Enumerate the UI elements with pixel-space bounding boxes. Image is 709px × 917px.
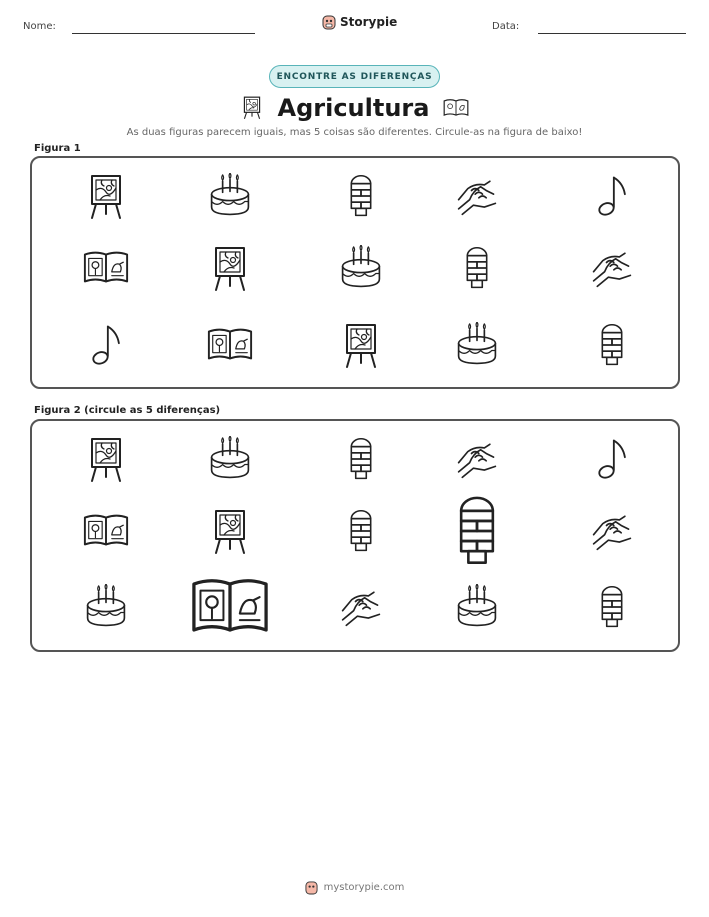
brand-name: Storypie <box>340 15 398 29</box>
hopscotch-icon <box>339 437 383 481</box>
date-field[interactable] <box>538 33 686 34</box>
cake-icon <box>207 173 253 219</box>
music-note-icon <box>83 322 129 368</box>
storypie-mascot-icon <box>322 14 336 30</box>
book-icon <box>206 321 254 369</box>
book-icon <box>443 97 469 119</box>
cake-icon <box>454 322 500 368</box>
handshake-icon <box>338 584 384 630</box>
name-field[interactable] <box>72 33 255 34</box>
painting-icon <box>205 243 255 293</box>
painting-icon <box>240 95 264 121</box>
painting-icon <box>336 320 386 370</box>
book-icon <box>82 507 130 555</box>
hopscotch-icon <box>339 174 383 218</box>
hopscotch-icon <box>441 495 513 567</box>
handshake-icon <box>454 173 500 219</box>
storypie-mascot-icon <box>305 880 318 895</box>
music-note-icon <box>589 436 635 482</box>
activity-badge: ENCONTRE AS DIFERENÇAS <box>269 65 440 88</box>
footer-url[interactable]: mystorypie.com <box>323 882 405 893</box>
handshake-icon <box>589 245 635 291</box>
hopscotch-icon <box>339 509 383 553</box>
hopscotch-icon <box>590 323 634 367</box>
handshake-icon <box>454 436 500 482</box>
painting-icon <box>81 171 131 221</box>
hopscotch-icon <box>590 585 634 629</box>
hopscotch-icon <box>455 246 499 290</box>
painting-icon <box>81 434 131 484</box>
cake-icon <box>207 436 253 482</box>
cake-icon <box>83 584 129 630</box>
cake-icon <box>454 584 500 630</box>
music-note-icon <box>589 173 635 219</box>
date-label: Data: <box>492 21 520 32</box>
figure1-label: Figura 1 <box>34 143 81 154</box>
painting-icon <box>205 506 255 556</box>
book-icon <box>189 566 271 648</box>
footer <box>0 880 709 895</box>
brand-logo <box>322 14 397 30</box>
handshake-icon <box>589 508 635 554</box>
name-label: Nome: <box>23 21 56 32</box>
cake-icon <box>338 245 384 291</box>
instructions: As duas figuras parecem iguais, mas 5 coisas são diferentes. Circule-as na figura de baixo! <box>126 127 583 138</box>
title-row <box>0 92 709 124</box>
page-title: Agricultura <box>277 94 430 122</box>
figure2-label: Figura 2 (circule as 5 diferenças) <box>34 405 221 416</box>
book-icon <box>82 244 130 292</box>
